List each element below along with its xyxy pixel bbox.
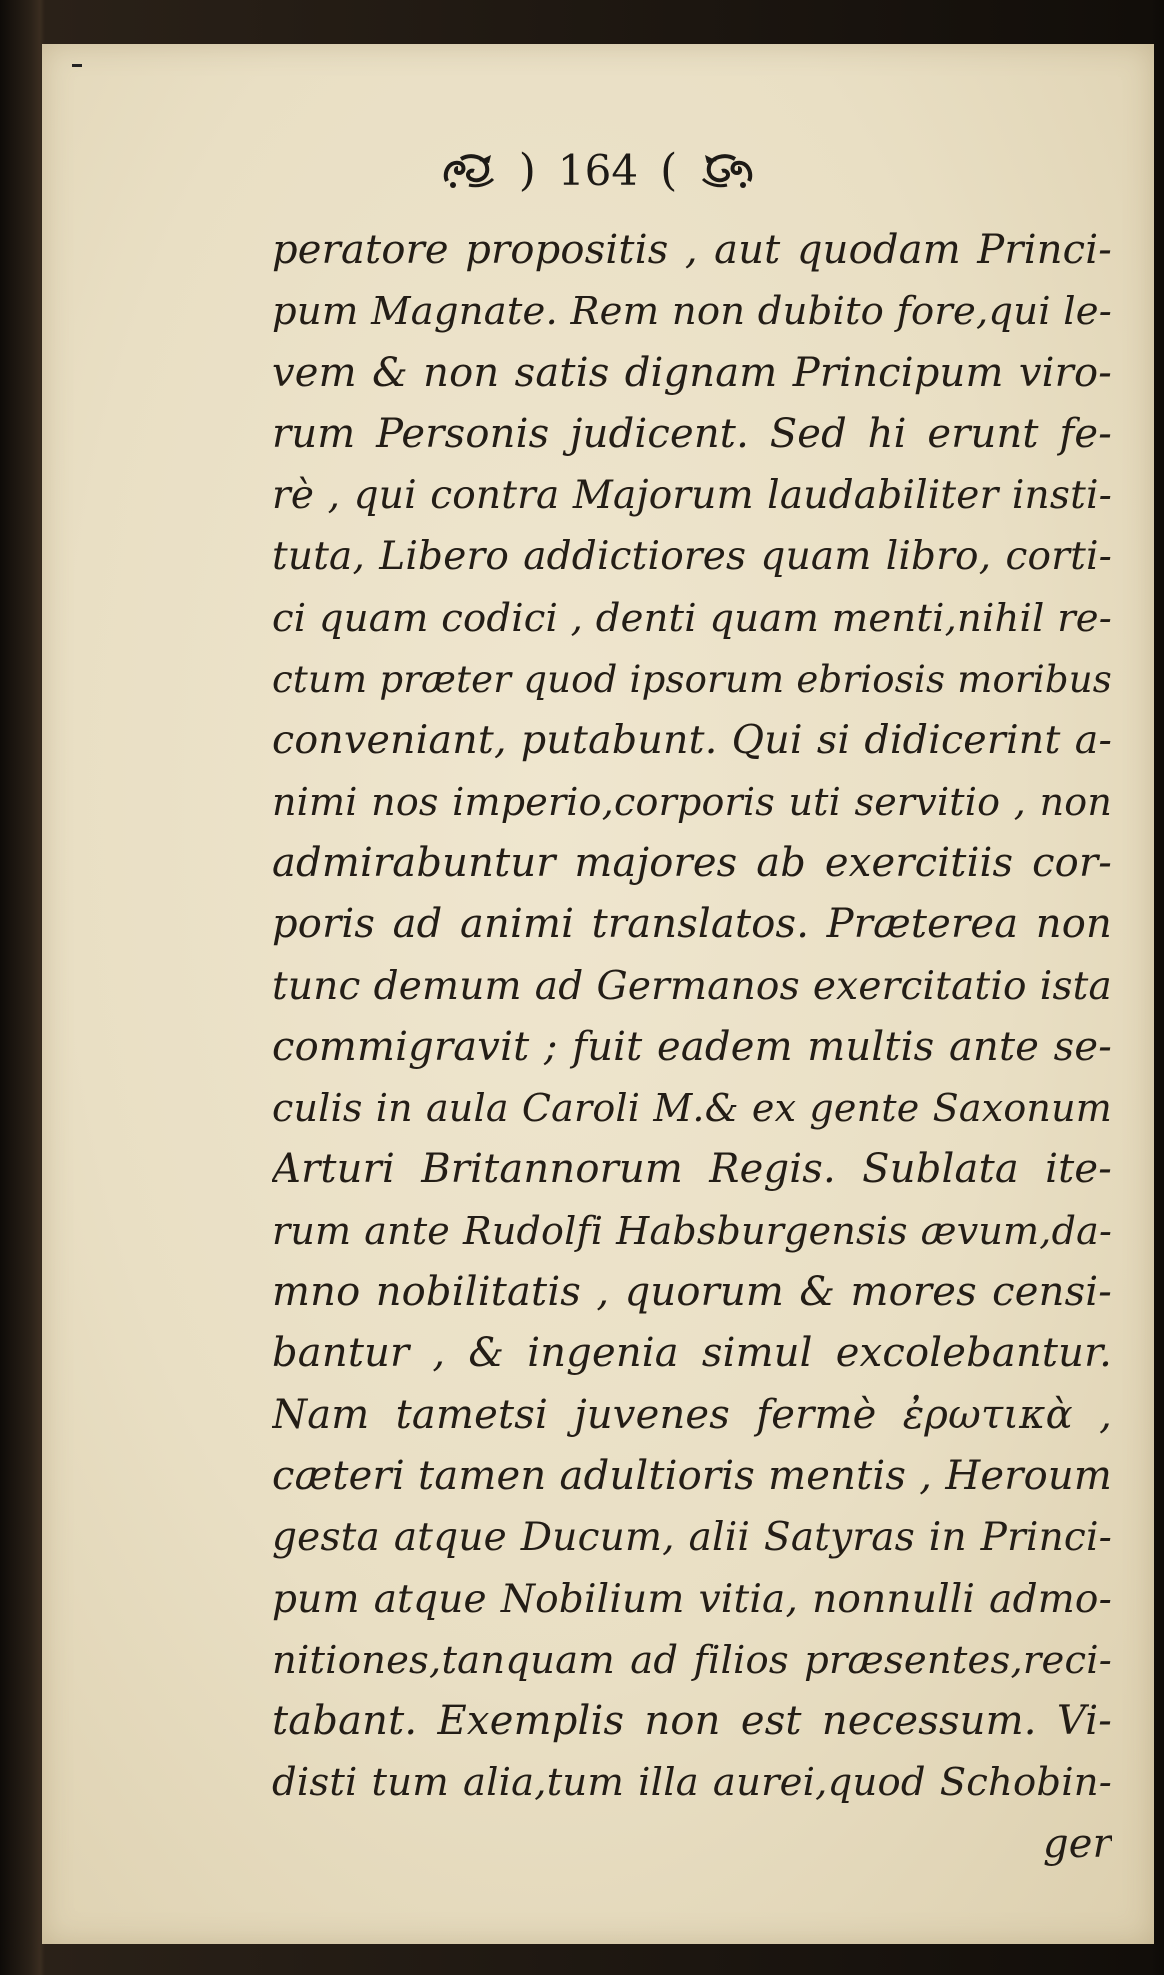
text-line: rum Personis judicent. Sed hi erunt fe-	[272, 410, 1112, 457]
text-line: admirabuntur majores ab exercitiis cor-	[272, 839, 1112, 886]
text-line: mno nobilitatis , quorum & mores censi-	[272, 1269, 1112, 1316]
book-page	[42, 44, 1154, 1944]
text-line: rum ante Rudolfi Habsburgensis ævum,da-	[272, 1208, 1112, 1253]
text-line: cæteri tamen adultioris mentis , Heroum	[272, 1452, 1112, 1499]
fleuron-right-icon	[699, 151, 755, 191]
text-line: nimi nos imperio,corporis uti servitio , non	[272, 779, 1112, 824]
catchword: ger	[1043, 1820, 1112, 1867]
text-line: nitiones,tanquam ad filios præsentes,reci-	[272, 1637, 1112, 1683]
text-line: ctum præter quod ipsorum ebriosis moribus	[272, 658, 1112, 702]
text-line: ci quam codici , denti quam menti,nihil re-	[272, 595, 1112, 641]
text-line: bantur , & ingenia simul excolebantur.	[272, 1330, 1112, 1377]
running-header	[42, 142, 1154, 196]
page-number: 164	[557, 146, 639, 195]
fleuron-left-icon	[441, 151, 497, 191]
left-paren: )	[518, 145, 536, 196]
ink-mark	[72, 64, 82, 67]
text-line: conveniant, putabunt. Qui si didicerint a-	[272, 717, 1112, 764]
text-line: Nam tametsi juvenes fermè ἐρωτικὰ ,	[272, 1391, 1112, 1438]
text-line: Arturi Britannorum Regis. Sublata ite-	[272, 1146, 1112, 1193]
text-line: poris ad animi translatos. Præterea non	[272, 901, 1112, 948]
right-paren: (	[660, 145, 678, 196]
text-line: disti tum alia,tum illa aurei,quod Schobin-	[272, 1760, 1112, 1806]
text-line: culis in aula Caroli M.& ex gente Saxonum	[272, 1086, 1112, 1131]
text-line: vem & non satis dignam Principum viro-	[272, 349, 1112, 396]
text-line: gesta atque Ducum, alii Satyras in Princi-	[272, 1515, 1112, 1561]
text-line: commigravit ; fuit eadem multis ante se-	[272, 1023, 1112, 1070]
text-line: tunc demum ad Germanos exercitatio ista	[272, 963, 1112, 1009]
body-text	[272, 220, 1112, 1875]
text-line: tuta, Libero addictiores quam libro, corti-	[272, 534, 1112, 580]
text-line: pum Magnate. Rem non dubito fore,qui le-	[272, 289, 1112, 335]
text-line: rè , qui contra Majorum laudabiliter insti-	[272, 473, 1112, 519]
text-line: tabant. Exemplis non est necessum. Vi-	[272, 1698, 1112, 1745]
text-line: pum atque Nobilium vitia, nonnulli admo-	[272, 1576, 1112, 1622]
text-line: peratore propositis , aut quodam Princi-	[272, 227, 1112, 273]
